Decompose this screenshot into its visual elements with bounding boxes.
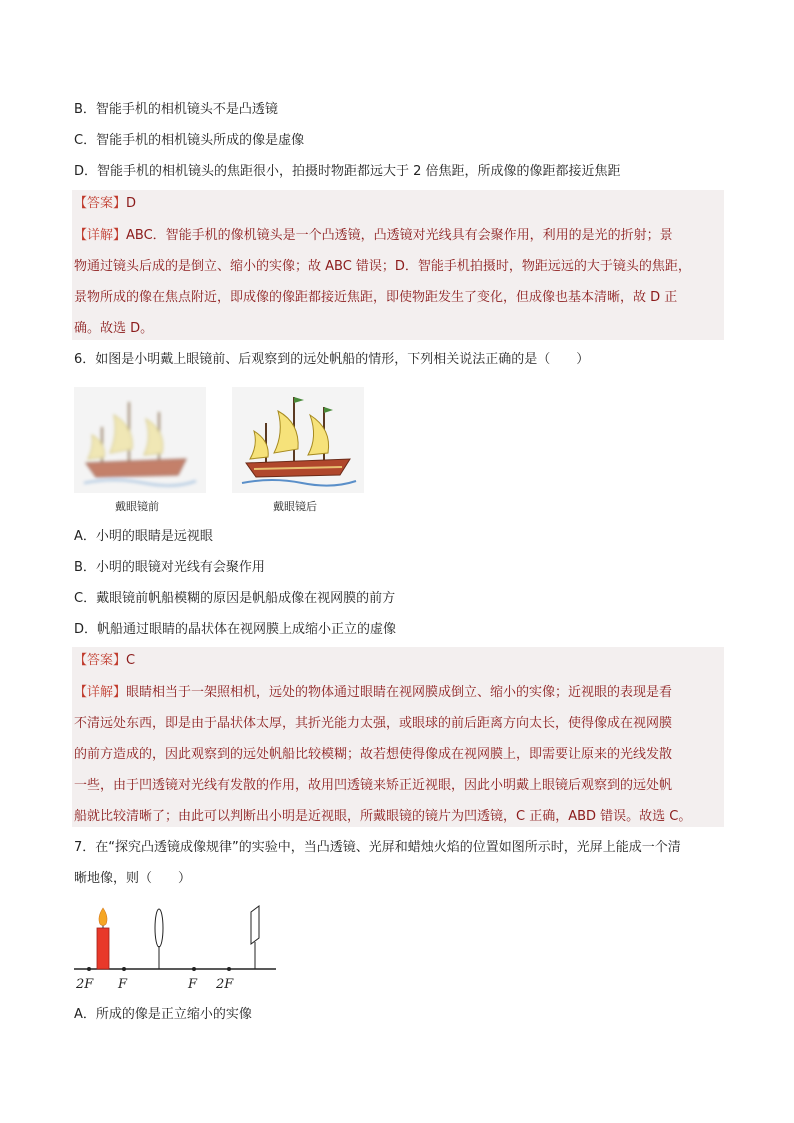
answer-value: C <box>126 653 136 668</box>
q6-stem: 6．如图是小明戴上眼镜前、后观察到的远处帆船的情形，下列相关说法正确的是（ ） <box>74 352 590 367</box>
optics-bench-diagram <box>70 900 280 1000</box>
answer-tag: 【答案】 <box>74 653 127 668</box>
q7-option-a: A．所成的像是正立缩小的实像 <box>74 1007 252 1022</box>
q5-answer <box>74 194 136 214</box>
label-f-right: F <box>188 977 198 992</box>
q5-detail-line: 物通过镜头后成的是倒立、缩小的实像；故 ABC 错误；D．智能手机拍摄时，物距远远的大于镜头的焦距， <box>74 259 691 274</box>
ship-image-blurry <box>74 387 206 493</box>
caption-before: 戴眼镜前 <box>115 500 159 513</box>
q5-option-c: C．智能手机的相机镜头所成的像是虚像 <box>74 133 305 148</box>
convex-lens-icon <box>155 909 163 969</box>
point-f-left <box>122 967 126 971</box>
label-2f-right: 2F <box>216 977 234 992</box>
q6-detail-line: 【详解】眼睛相当于一架照相机，远处的物体通过眼睛在视网膜成倒立、缩小的实像；近视眼的表现是看 <box>74 685 673 700</box>
q6-option-a: A．小明的眼睛是远视眼 <box>74 529 213 544</box>
q6-detail-line: 不清远处东西，即是由于晶状体太厚，其折光能力太强，或眼球的前后距离方向太长，使得像成在视网膜 <box>74 716 673 731</box>
q6-option-b: B．小明的眼镜对光线有会聚作用 <box>74 560 265 575</box>
q7-stem-line: 7．在“探究凸透镜成像规律”的实验中，当凸透镜、光屏和蜡烛火焰的位置如图所示时，光屏上能成一个清 <box>74 840 681 855</box>
q6-answer-box <box>72 647 724 827</box>
q5-detail-line: 景物所成的像在焦点附近，即成像的像距都接近焦距，即使物距发生了变化，但成像也基本清晰，故 D 正 <box>74 290 678 305</box>
detail-tag: 【详解】 <box>74 685 127 700</box>
q6-answer <box>74 651 135 671</box>
label-2f-left: 2F <box>76 977 94 992</box>
caption-after: 戴眼镜后 <box>273 500 317 513</box>
label-f-left: F <box>118 977 128 992</box>
point-2f-left <box>87 967 91 971</box>
ship-image-clear <box>232 387 364 493</box>
q6-detail-line: 船就比较清晰了；由此可以判断出小明是近视眼，所戴眼镜的镜片为凹透镜，C 正确，ABD 错误。故选 C。 <box>74 809 692 824</box>
q5-detail-line: 确。故选 D。 <box>74 321 154 336</box>
answer-value: D <box>126 196 137 211</box>
q6-detail-line: 的前方造成的，因此观察到的远处帆船比较模糊；故若想使得像成在视网膜上，即需要让原来的光线发散 <box>74 747 673 762</box>
candle-icon <box>97 908 109 969</box>
point-f-right <box>192 967 196 971</box>
q6-option-c: C．戴眼镜前帆船模糊的原因是帆船成像在视网膜的前方 <box>74 591 396 606</box>
point-2f-right <box>227 967 231 971</box>
q6-detail-line: 一些，由于凹透镜对光线有发散的作用，故用凹透镜来矫正近视眼，因此小明戴上眼镜后观察到的远处帆 <box>74 778 673 793</box>
q5-option-b: B．智能手机的相机镜头不是凸透镜 <box>74 102 278 117</box>
light-screen-icon <box>251 906 259 969</box>
q7-stem-line: 晰地像，则（ ） <box>74 871 192 886</box>
q6-option-d: D．帆船通过眼睛的晶状体在视网膜上成缩小正立的虚像 <box>74 622 397 637</box>
detail-tag: 【详解】 <box>74 228 127 243</box>
answer-tag: 【答案】 <box>74 196 127 211</box>
ship-clear-icon <box>232 387 364 493</box>
ship-blurry-icon <box>74 387 206 493</box>
q5-detail-line: 【详解】ABC．智能手机的像机镜头是一个凸透镜，凸透镜对光线具有会聚作用，利用的是光的折射；景 <box>74 228 673 243</box>
q5-option-d: D．智能手机的相机镜头的焦距很小，拍摄时物距都远大于 2 倍焦距，所成像的像距都接近焦距 <box>74 164 621 179</box>
